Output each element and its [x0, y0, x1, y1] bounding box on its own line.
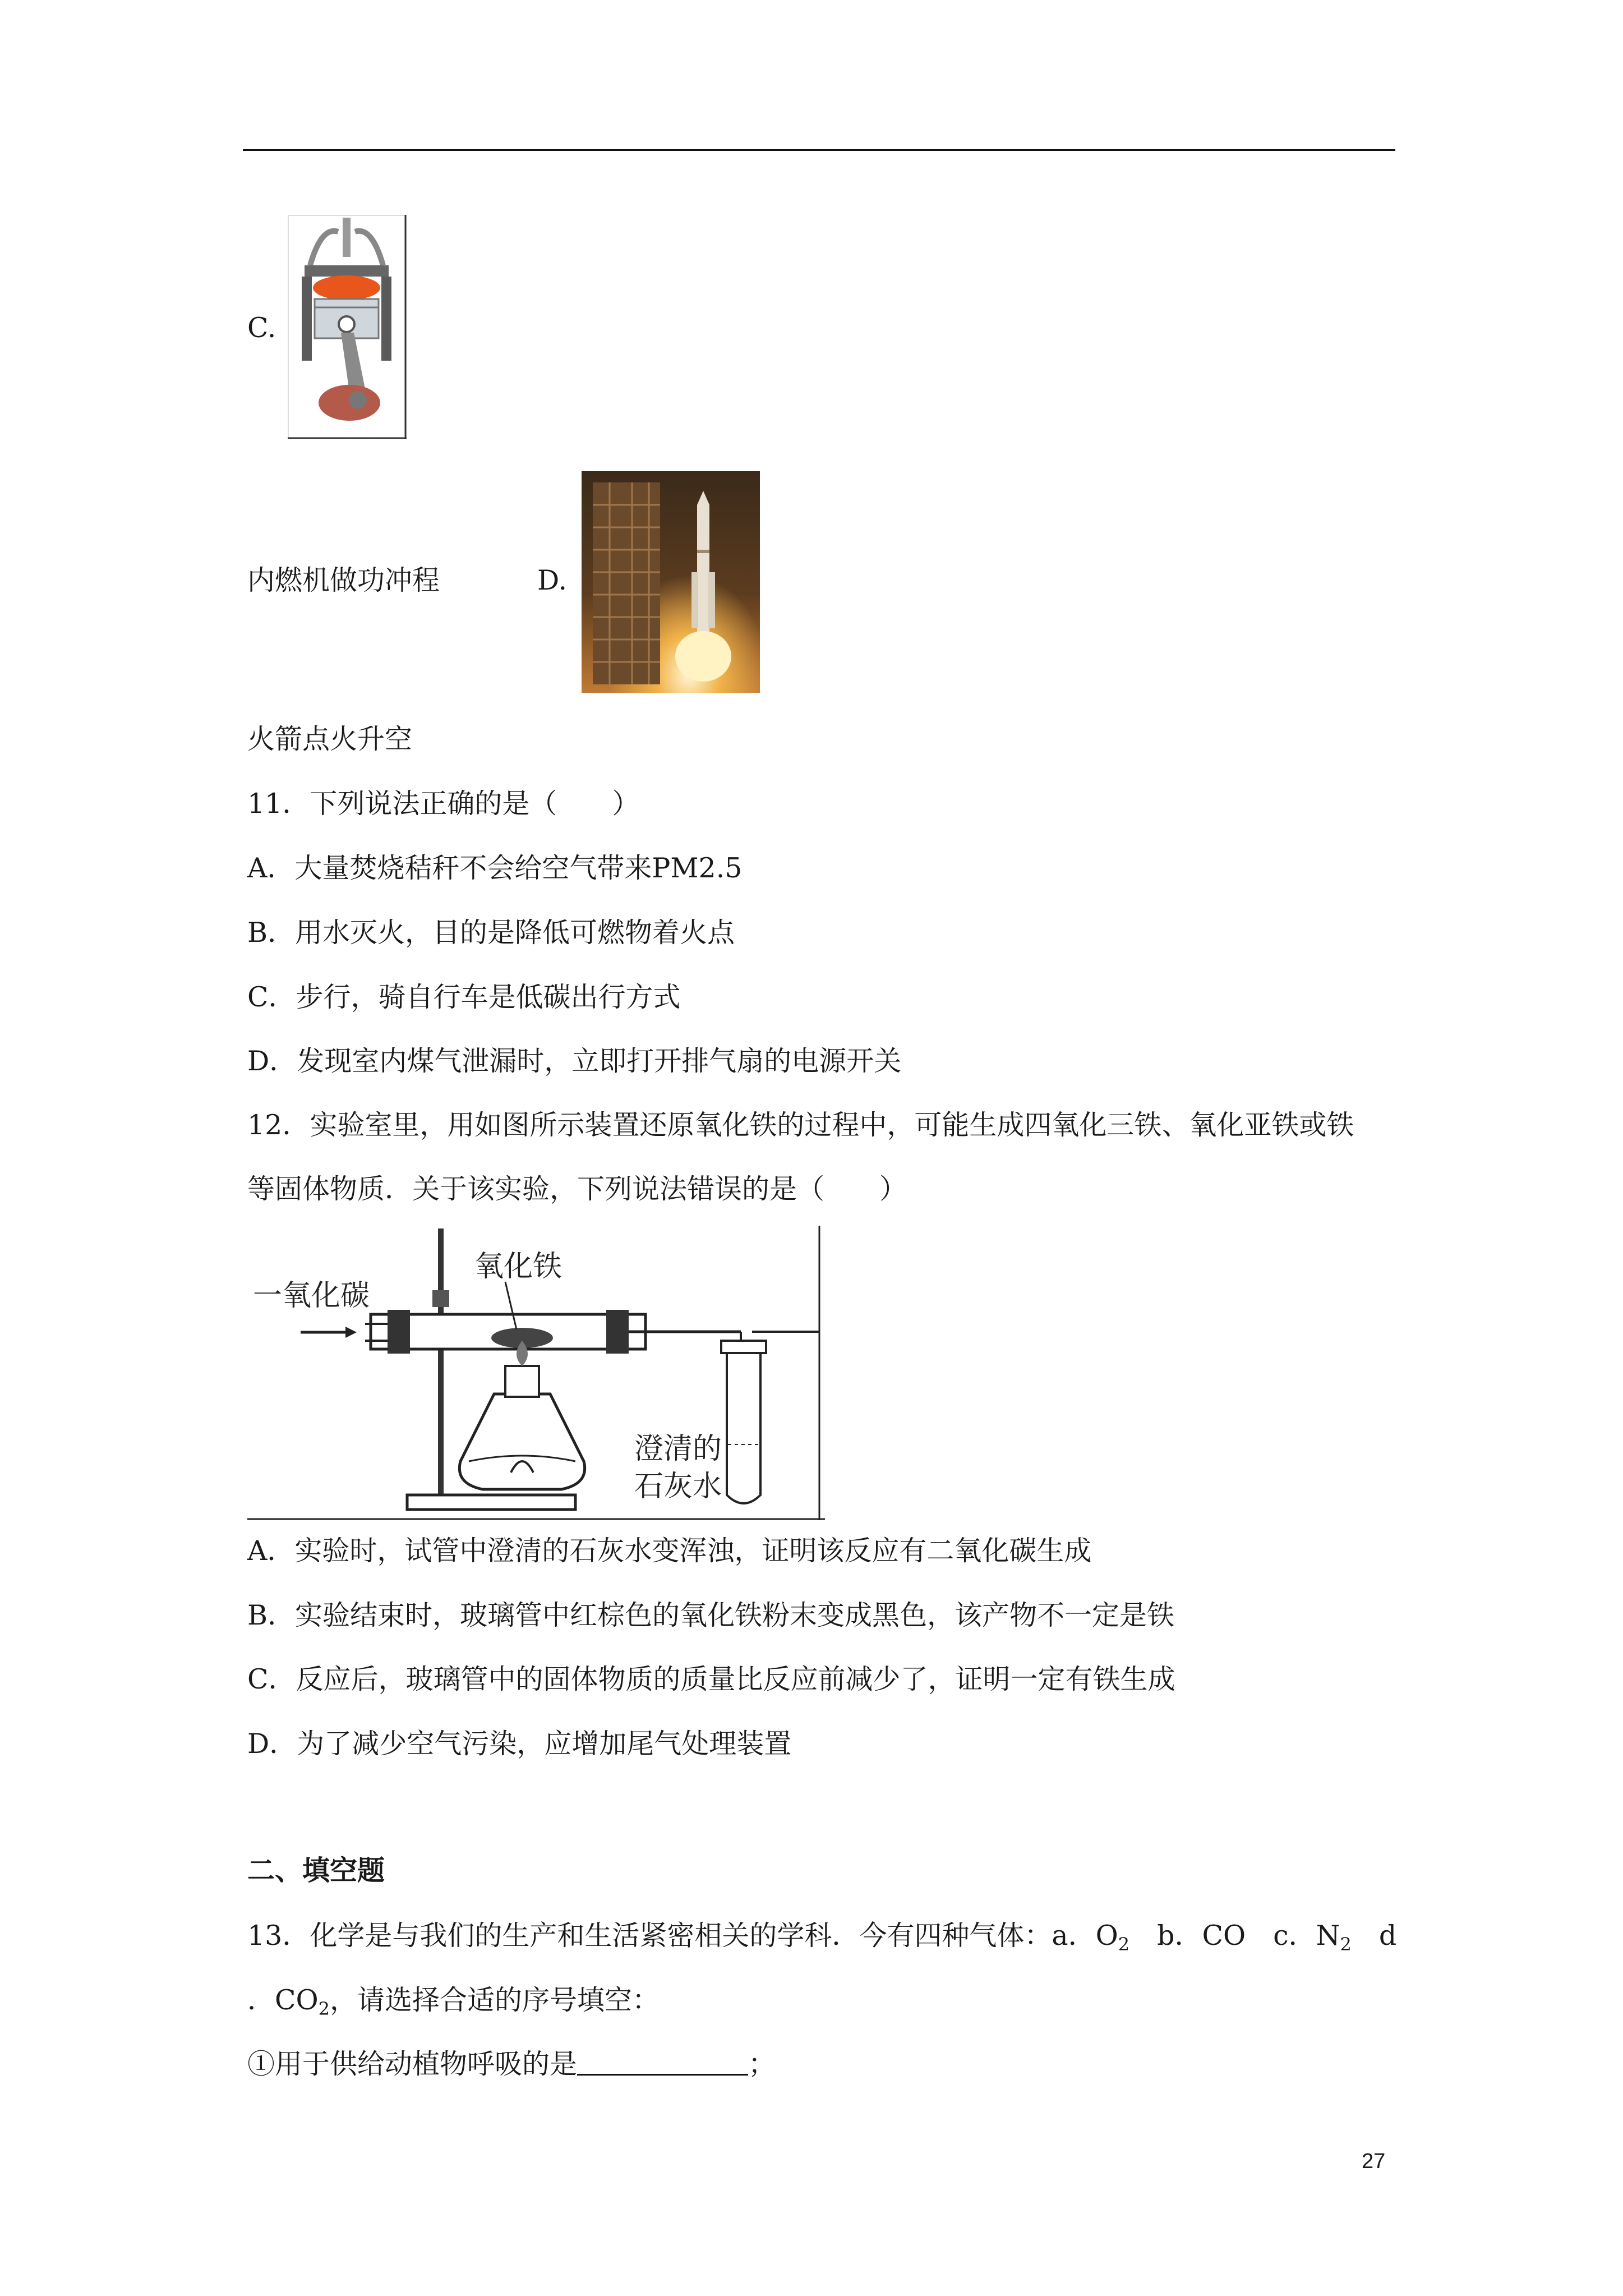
option-d-caption: 火箭点火升空 — [247, 723, 413, 755]
q11-stem: 11．下列说法正确的是（ ） — [247, 788, 640, 820]
header-rule — [243, 149, 1395, 151]
label-limewater-1: 澄清的 — [634, 1432, 722, 1466]
label-iron-oxide: 氧化铁 — [474, 1250, 562, 1283]
option-c-caption: 内燃机做功冲程 — [247, 564, 440, 596]
q12-option-b: B．实验结束时，玻璃管中红棕色的氧化铁粉末变成黑色，该产物不一定是铁 — [247, 1599, 1175, 1631]
label-limewater-2: 石灰水 — [634, 1470, 722, 1503]
q13-item1: ①用于供给动植物呼吸的是 ； — [247, 2048, 776, 2080]
co-reduction-apparatus-diagram — [247, 1226, 825, 1520]
answer-blank[interactable] — [577, 2049, 748, 2076]
q12-option-a: A．实验时，试管中澄清的石灰水变浑浊，证明该反应有二氧化碳生成 — [247, 1535, 1092, 1567]
option-c-label: C. — [247, 312, 276, 344]
page-number: 27 — [1362, 2150, 1386, 2173]
label-carbon-monoxide: 一氧化碳 — [253, 1279, 370, 1313]
section-title: 二、填空题 — [247, 1855, 385, 1887]
q12-stem-line1: 12．实验室里，用如图所示装置还原氧化铁的过程中，可能生成四氧化三铁、氧化亚铁或铁 — [247, 1109, 1354, 1141]
q13-line2: ．$CO_2$，请选择合适的序号填空： — [247, 1984, 660, 2019]
q12-option-d: D．为了减少空气污染，应增加尾气处理装置 — [247, 1728, 792, 1760]
q12-option-c: C．反应后，玻璃管中的固体物质的质量比反应前减少了，证明一定有铁生成 — [247, 1663, 1175, 1695]
q11-option-a: A．大量焚烧秸秆不会给空气带来PM2.5 — [247, 852, 743, 884]
engine-stroke-image — [288, 215, 407, 439]
q12-stem-line2: 等固体物质．关于该实验，下列说法错误的是（ ） — [247, 1173, 907, 1205]
option-d-label: D. — [537, 564, 568, 596]
q13-line1: 13．化学是与我们的生产和生活紧密相关的学科．今有四种气体：a．$O_2$ b．CO c．$N_2$ d — [247, 1920, 1397, 1955]
q11-option-d: D．发现室内煤气泄漏时，立即打开排气扇的电源开关 — [247, 1045, 902, 1077]
q11-option-c: C．步行，骑自行车是低碳出行方式 — [247, 981, 681, 1013]
q11-option-b: B．用水灭火，目的是降低可燃物着火点 — [247, 917, 735, 949]
rocket-launch-image — [582, 471, 760, 693]
